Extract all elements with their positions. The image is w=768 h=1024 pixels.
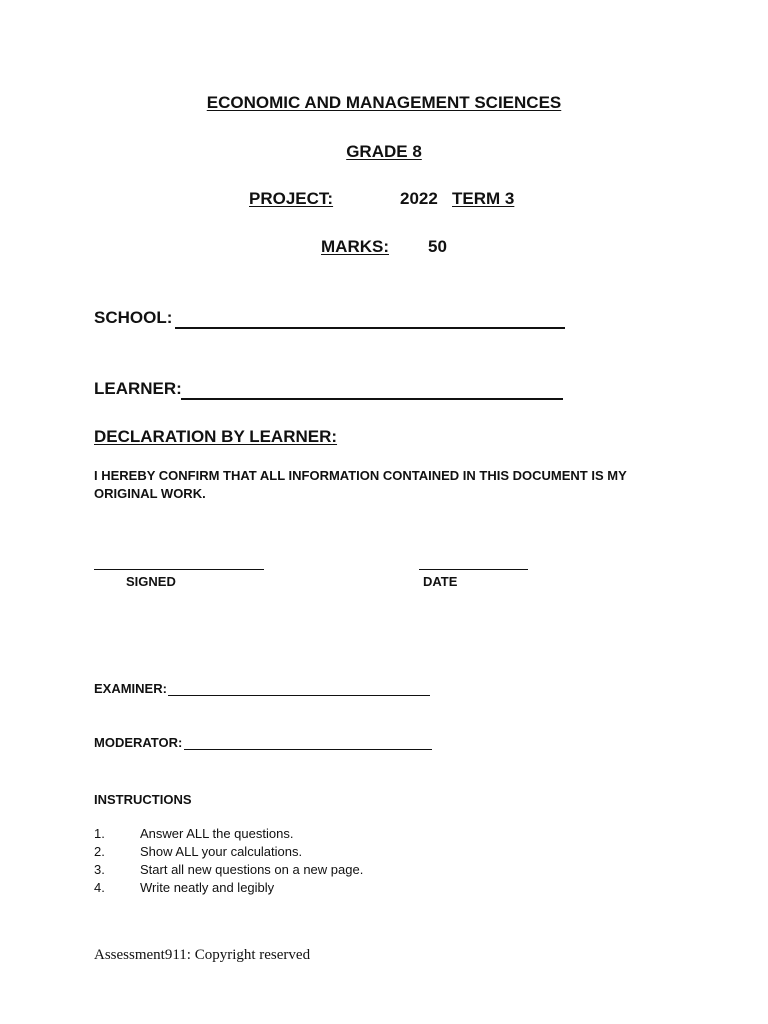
moderator-field-line[interactable] (184, 749, 432, 750)
date-label: DATE (423, 574, 458, 589)
project-year: 2022 (400, 189, 438, 208)
school-label: SCHOOL: (94, 308, 173, 327)
date-line[interactable] (419, 569, 528, 570)
project-label: PROJECT: (249, 189, 334, 208)
instruction-item (94, 844, 514, 862)
instructions-list (94, 826, 514, 898)
instruction-item (94, 826, 514, 844)
document-title: ECONOMIC AND MANAGEMENT SCIENCES (206, 93, 562, 112)
learner-field-line[interactable] (181, 398, 563, 400)
grade-heading: GRADE 8 (346, 142, 422, 161)
instructions-heading: INSTRUCTIONS (94, 792, 192, 807)
instruction-text: Start all new questions on a new page. (140, 862, 364, 877)
instruction-text: Write neatly and legibly (140, 880, 275, 895)
declaration-title: DECLARATION BY LEARNER: (94, 427, 338, 446)
marks-label: MARKS: (321, 237, 389, 256)
instruction-text: Show ALL your calculations. (140, 844, 303, 859)
instruction-number: 3. (94, 862, 105, 877)
learner-label: LEARNER: (94, 379, 182, 398)
moderator-label: MODERATOR: (94, 735, 183, 750)
signature-line[interactable] (94, 569, 264, 570)
instruction-number: 4. (94, 880, 105, 895)
project-term: TERM 3 (452, 189, 515, 208)
instruction-item (94, 862, 514, 880)
school-field-line[interactable] (175, 327, 565, 329)
marks-value: 50 (428, 237, 447, 256)
instruction-item (94, 880, 514, 898)
signed-label: SIGNED (126, 574, 176, 589)
copyright-footer: Assessment911: Copyright reserved (94, 947, 311, 963)
instruction-number: 2. (94, 844, 105, 859)
instruction-text: Answer ALL the questions. (140, 826, 294, 841)
examiner-label: EXAMINER: (94, 681, 167, 696)
declaration-text: I HEREBY CONFIRM THAT ALL INFORMATION CONTAINED IN THIS DOCUMENT IS MY ORIGINAL WORK. (94, 468, 627, 501)
examiner-field-line[interactable] (168, 695, 430, 696)
instruction-number: 1. (94, 826, 105, 841)
